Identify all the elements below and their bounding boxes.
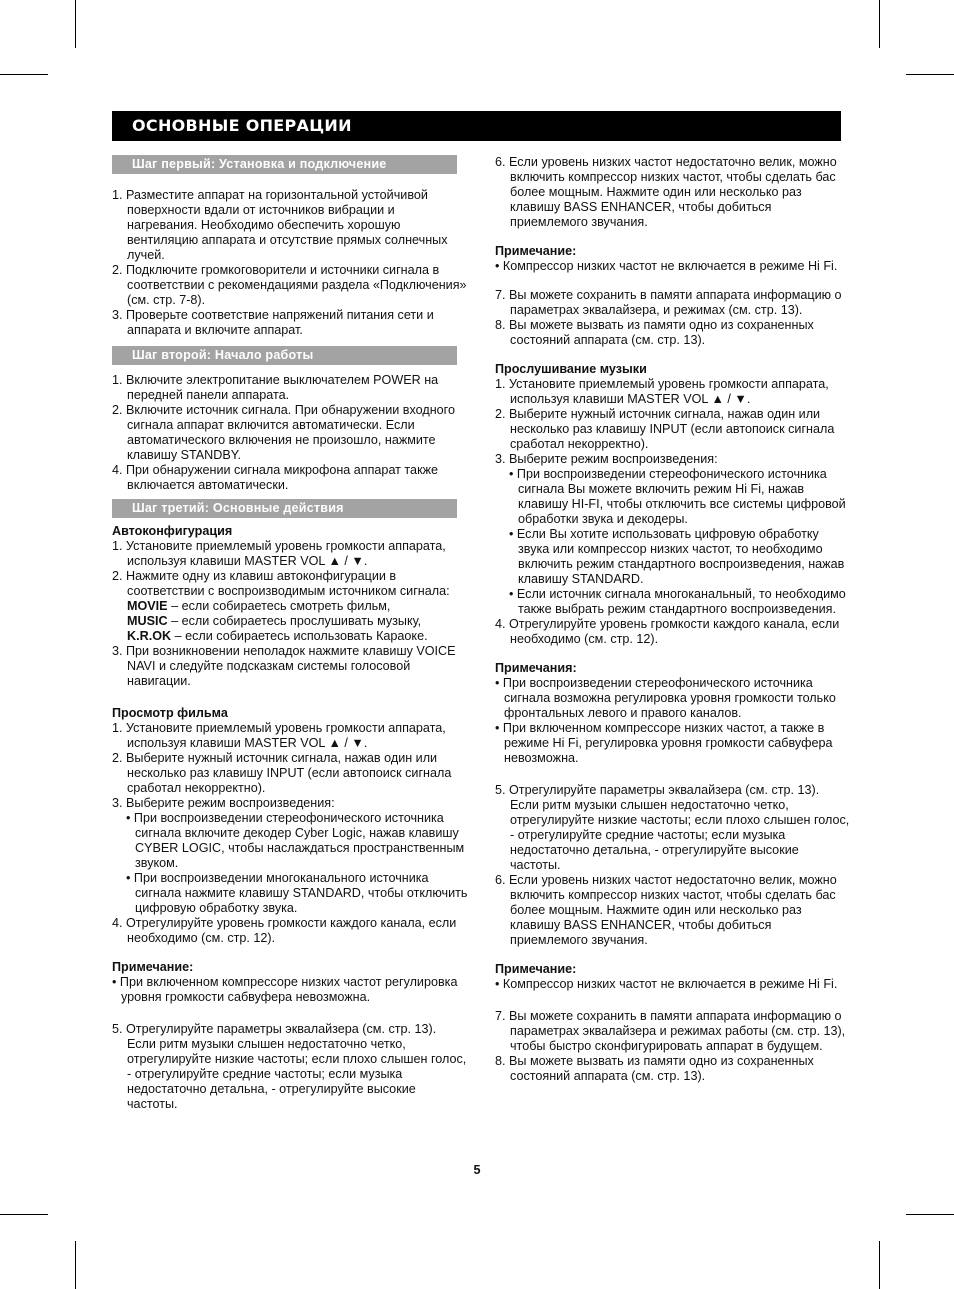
mode-key: K.R.OK <box>127 629 172 643</box>
list-item: 8. Вы можете вызвать из памяти одно из сохраненных состояний аппарата (см. стр. 13). <box>495 1054 814 1083</box>
list-item: 7. Вы можете сохранить в памяти аппарата информацию о параметрах эквалайзера, и режимах (см. стр. 13). <box>495 288 842 317</box>
note-heading: Примечания: <box>495 661 577 675</box>
list-item: 5. Отрегулируйте параметры эквалайзера (см. стр. 13). Если ритм музыки слышен недостаточно четко, отрегулируйте низкие частоты; если плохо слышен голос, - отрегулируйте средние частоты; если музыка недостаточно детальна, - отрегулируйте высокие частоты. <box>495 783 850 872</box>
mode-line <box>112 614 468 629</box>
crop-mark <box>75 0 76 48</box>
list-item: 1. Установите приемлемый уровень громкости аппарата, используя клавиши MASTER VOL ▲ / ▼. <box>112 721 446 750</box>
list-item: 1. Установите приемлемый уровень громкости аппарата, используя клавиши MASTER VOL ▲ / ▼. <box>495 377 829 406</box>
mode-text: – если собираетесь прослушивать музыку, <box>167 614 422 628</box>
note-text: • При включенном компрессоре низких частот регулировка уровня громкости сабвуфера невозможна. <box>112 975 458 1004</box>
list-item: 3. Выберите режим воспроизведения: <box>495 452 718 466</box>
crop-mark <box>0 74 48 75</box>
bullet-item: • Если Вы хотите использовать цифровую обработку звука или компрессор низких частот, то необходимо включить режим стандартного воспроизведения, нажав клавишу STANDARD. <box>509 527 845 586</box>
list-item: 2. Выберите нужный источник сигнала, нажав один или несколько раз клавишу INPUT (если автопоиск сигнала сработал некорректно). <box>112 751 452 795</box>
mode-text: – если собираетесь использовать Караоке. <box>171 629 428 643</box>
step2-title: Шаг второй: Начало работы <box>112 346 457 365</box>
bullet-item: • Если источник сигнала многоканальный, то необходимо также выбрать режим стандартного воспроизведения. <box>509 587 846 616</box>
crop-mark <box>906 1214 954 1215</box>
list-item: 5. Отрегулируйте параметры эквалайзера (см. стр. 13). Если ритм музыки слышен недостаточно четко, отрегулируйте низкие частоты; если плохо слышен голос, - отрегулируйте средние частоты; если музыка недостаточно детальна, - отрегулируйте высокие частоты. <box>112 1022 467 1111</box>
mode-line <box>112 629 468 644</box>
page-title: ОСНОВНЫЕ ОПЕРАЦИИ <box>112 111 841 141</box>
list-item: 6. Если уровень низких частот недостаточно велик, можно включить компрессор низких частот, чтобы сделать бас более мощным. Нажмите один или несколько раз клавишу BASS ENHANCER, чтобы добиться приемлемого звучания. <box>495 155 837 229</box>
note-text: • При включенном компрессоре низких частот, а также в режиме Hi Fi, регулировка уровня громкости сабвуфера невозможна. <box>495 721 833 765</box>
step3-title: Шаг третий: Основные действия <box>112 499 457 518</box>
list-item: 2. Выберите нужный источник сигнала, нажав один или несколько раз клавишу INPUT (если автопоиск сигнала сработал некорректно). <box>495 407 835 451</box>
list-item: 1. Включите электропитание выключателем POWER на передней панели аппарата. <box>112 373 439 402</box>
note-text: • Компрессор низких частот не включается в режиме Hi Fi. <box>495 259 838 273</box>
list-item: 1. Разместите аппарат на горизонтальной устойчивой поверхности вдали от источников вибрации и нагревания. Необходимо обеспечить хорошую вентиляцию аппарата и отсутствие прямых солнечных лучей. <box>112 188 448 262</box>
list-item: 1. Установите приемлемый уровень громкости аппарата, используя клавиши MASTER VOL ▲ / ▼. <box>112 539 446 568</box>
list-item: 8. Вы можете вызвать из памяти одно из сохраненных состояний аппарата (см. стр. 13). <box>495 318 814 347</box>
mode-key: MOVIE <box>127 599 168 613</box>
list-item: 3. Проверьте соответствие напряжений питания сети и аппарата и включите аппарат. <box>112 308 434 337</box>
section-heading: Просмотр фильма <box>112 706 228 720</box>
crop-mark <box>75 1241 76 1289</box>
list-item: 4. При обнаружении сигнала микрофона аппарат также включается автоматически. <box>112 463 439 492</box>
note-text: • Компрессор низких частот не включается в режиме Hi Fi. <box>495 977 838 991</box>
left-column <box>112 155 468 1112</box>
page-number: 5 <box>473 1163 481 1177</box>
list-item: 4. Отрегулируйте уровень громкости каждого канала, если необходимо (см. стр. 12). <box>112 916 457 945</box>
list-item: 2. Нажмите одну из клавиш автоконфигурации в соответствии с воспроизводимым источником сигнала: <box>112 569 450 598</box>
mode-key: MUSIC <box>127 614 168 628</box>
crop-mark <box>0 1214 48 1215</box>
section-heading: Автоконфигурация <box>112 524 233 538</box>
note-heading: Примечание: <box>495 244 577 258</box>
list-item: 4. Отрегулируйте уровень громкости каждого канала, если необходимо (см. стр. 12). <box>495 617 840 646</box>
list-item: 2. Подключите громкоговорители и источники сигнала в соответствии с рекомендациями раздела «Подключения» (см. стр. 7-8). <box>112 263 467 307</box>
crop-mark <box>879 0 880 48</box>
crop-mark <box>906 74 954 75</box>
bullet-item: • При воспроизведении стереофонического источника сигнала включите декодер Cyber Logic, нажав клавишу CYBER LOGIC, чтобы наслаждаться пространственным звуком. <box>126 811 465 870</box>
list-item: 3. Выберите режим воспроизведения: <box>112 796 335 810</box>
bullet-item: • При воспроизведении стереофонического источника сигнала Вы можете включить режим Hi Fi, нажав клавишу HI-FI, чтобы отключить все системы цифровой обработки звука и декодеры. <box>509 467 846 526</box>
list-item: 3. При возникновении неполадок нажмите клавишу VOICE NAVI и следуйте подсказкам системы голосовой навигации. <box>112 644 456 688</box>
note-heading: Примечание: <box>112 960 194 974</box>
list-item: 2. Включите источник сигнала. При обнаружении входного сигнала аппарат включится автоматически. Если автоматического включения не произошло, нажмите клавишу STANDBY. <box>112 403 455 462</box>
note-heading: Примечание: <box>495 962 577 976</box>
mode-line <box>112 599 468 614</box>
bullet-item: • При воспроизведении многоканального источника сигнала нажмите клавишу STANDARD, чтобы отключить цифровую обработку звука. <box>126 871 468 915</box>
list-item: 6. Если уровень низких частот недостаточно велик, можно включить компрессор низких частот, чтобы сделать бас более мощным. Нажмите один или несколько раз клавишу BASS ENHANCER, чтобы добиться приемлемого звучания. <box>495 873 837 947</box>
crop-mark <box>879 1241 880 1289</box>
mode-text: – если собираетесь смотреть фильм, <box>167 599 391 613</box>
right-column <box>495 155 851 1084</box>
list-item: 7. Вы можете сохранить в памяти аппарата информацию о параметрах эквалайзера и режимах работы (см. стр. 13), чтобы быстро сконфигурировать аппарат в будущем. <box>495 1009 846 1053</box>
section-heading: Прослушивание музыки <box>495 362 647 376</box>
step1-title: Шаг первый: Установка и подключение <box>112 155 457 174</box>
note-text: • При воспроизведении стереофонического источника сигнала возможна регулировка уровня громкости только фронтальных левого и правого каналов. <box>495 676 836 720</box>
